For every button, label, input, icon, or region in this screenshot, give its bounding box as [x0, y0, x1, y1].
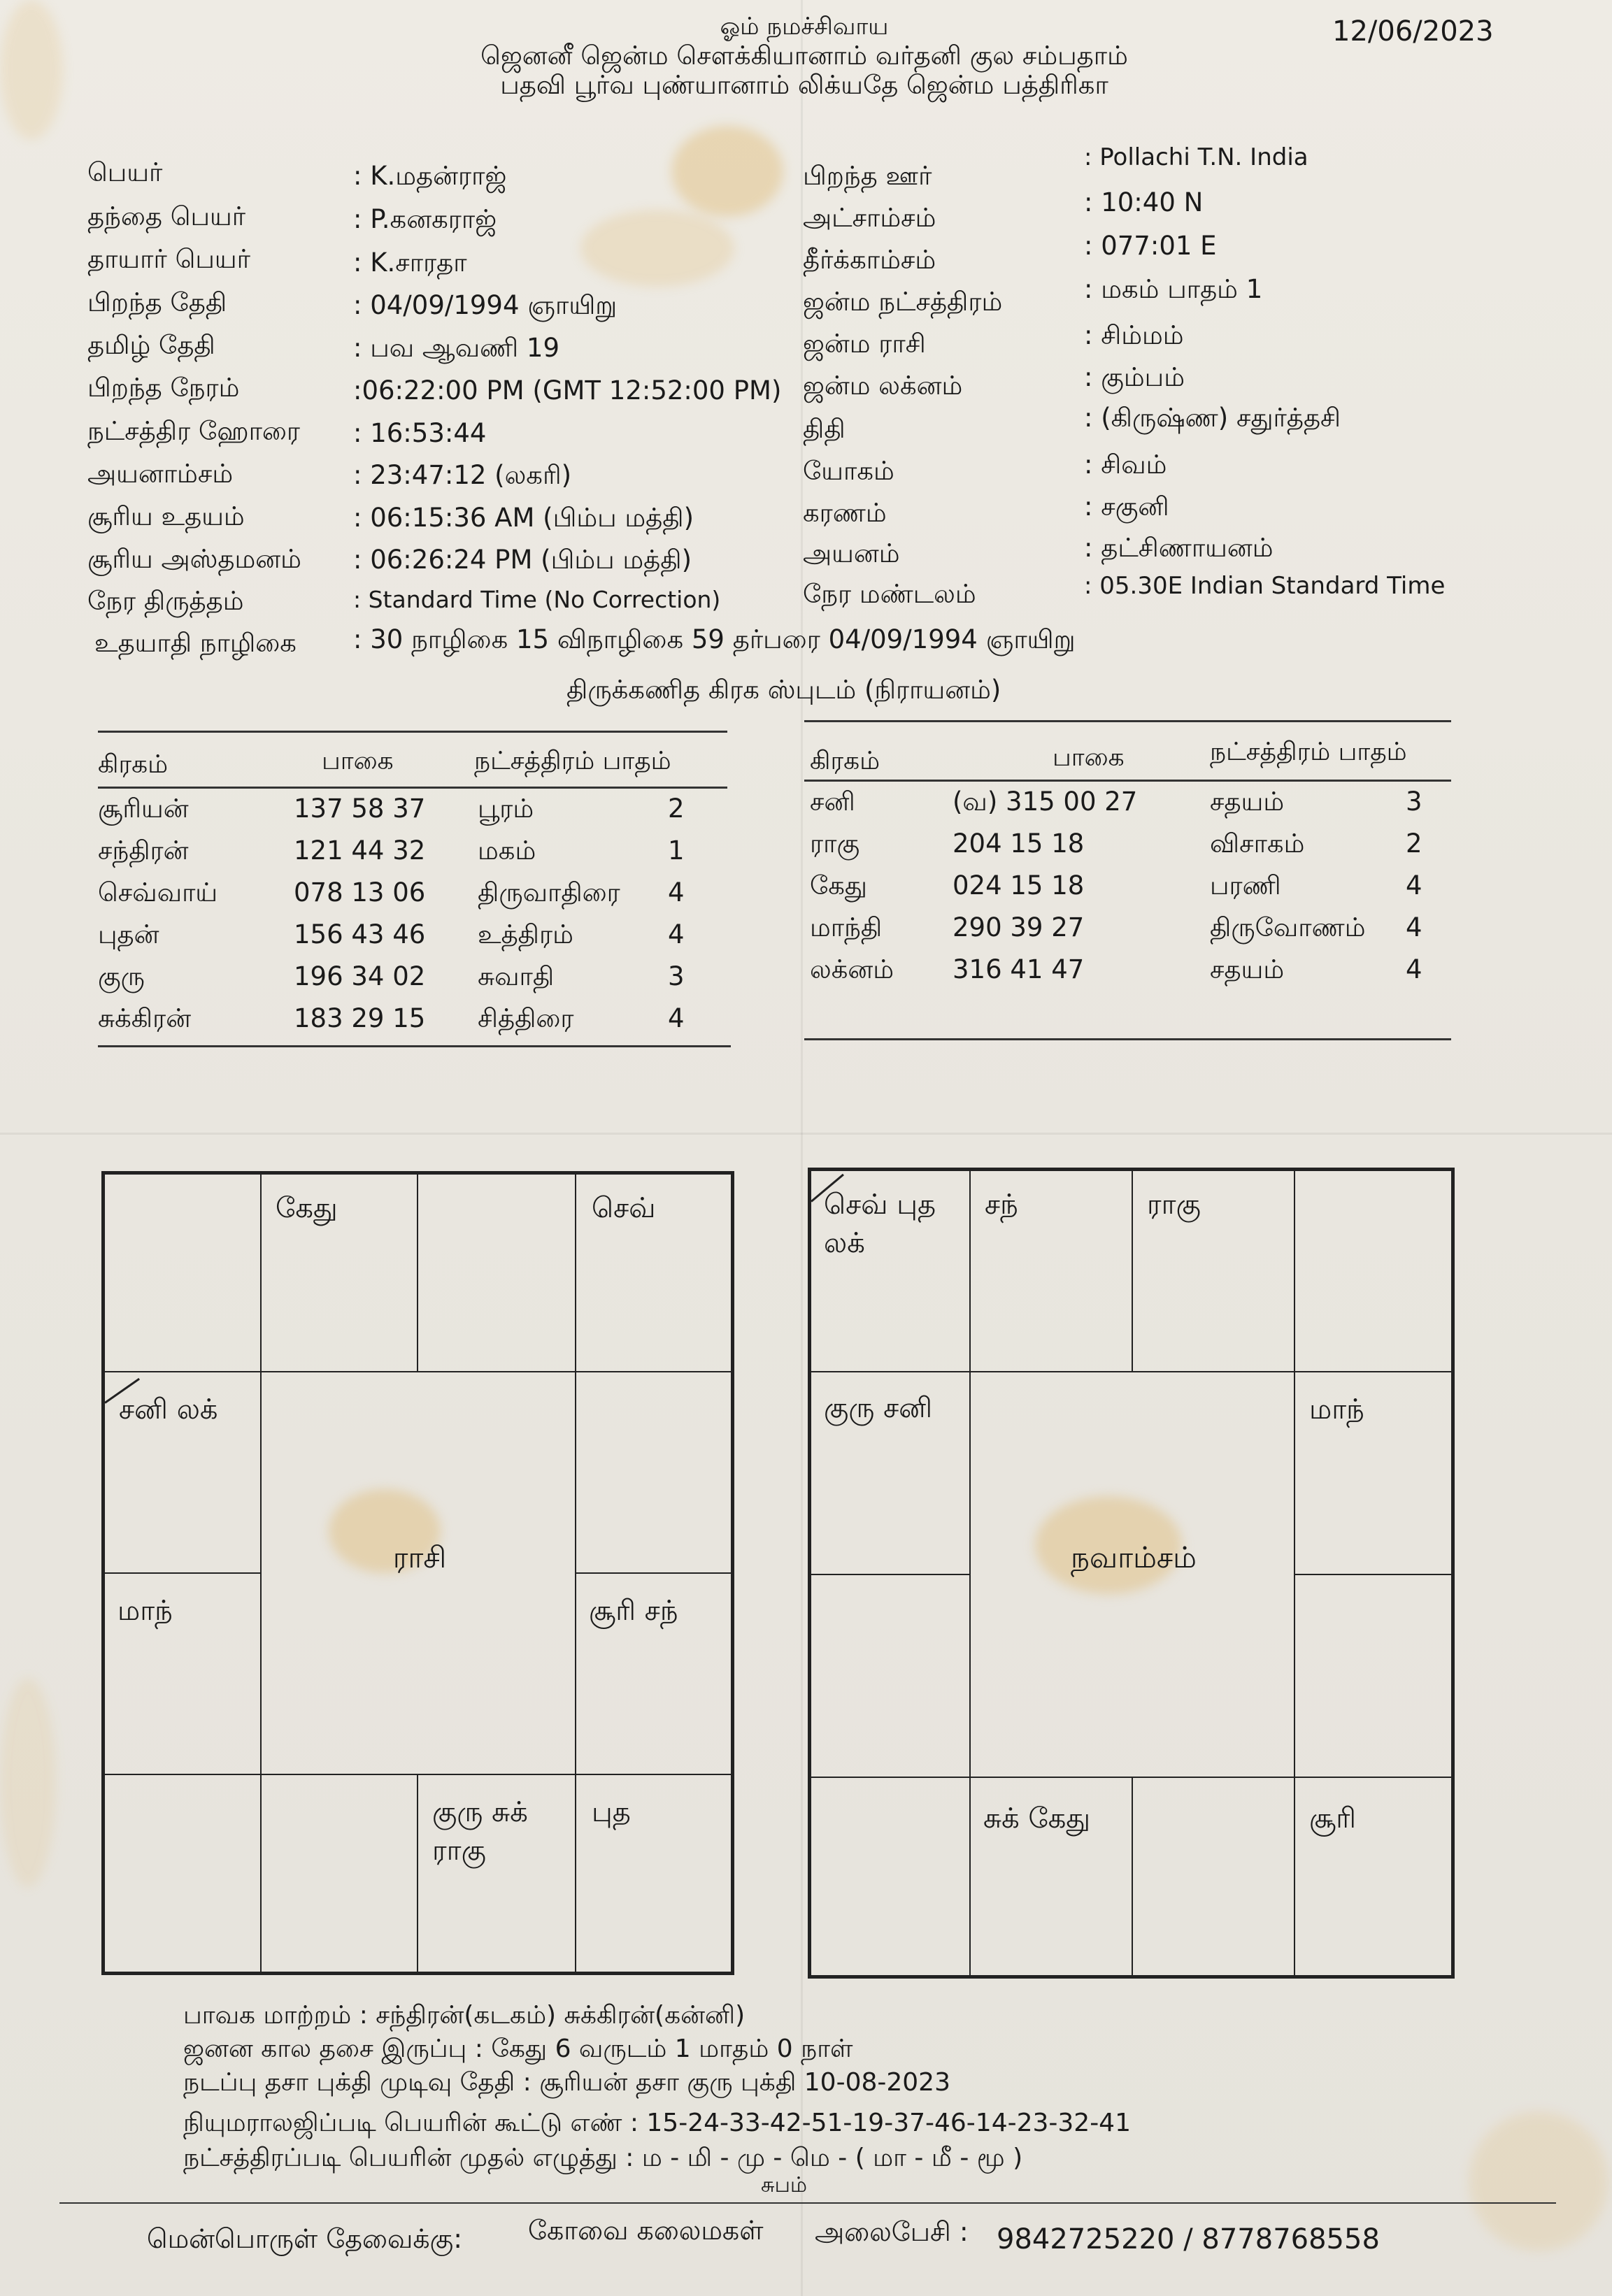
phone-number: 9842725220 / 8778768558	[997, 2223, 1380, 2255]
planet-nak: திருவாதிரை	[478, 877, 620, 907]
detail-label: பிறந்த தேதி	[87, 287, 227, 317]
navamsa-house	[1294, 1777, 1453, 1976]
house-text: ராகு	[1147, 1189, 1201, 1221]
rasi-house-lagna	[104, 1371, 262, 1574]
detail-label: சூரிய உதயம்	[87, 501, 245, 531]
planet-pada: 3	[668, 961, 685, 991]
planet-deg: 316 41 47	[953, 954, 1085, 984]
house-text: லக்	[824, 1227, 865, 1259]
table-rule	[804, 1038, 1451, 1040]
detail-value: : Standard Time (No Correction)	[353, 586, 721, 613]
detail-label: அயனாம்சம்	[87, 459, 234, 489]
planet-deg: 121 44 32	[294, 835, 426, 866]
navamsa-house	[810, 1777, 971, 1976]
detail-label: தமிழ் தேதி	[87, 330, 215, 360]
footer-rule	[59, 2202, 1556, 2204]
detail-value: : பவ ஆவணி 19	[353, 333, 560, 363]
detail-value: : K.சாரதா	[353, 247, 467, 278]
detail-value: : 06:15:36 AM (பிம்ப மத்தி)	[353, 503, 694, 533]
table-rule	[804, 720, 1451, 722]
house-text: செவ் புத	[824, 1189, 936, 1221]
house-text: ராகு	[432, 1835, 486, 1867]
udayathi-value: : 30 நாழிகை 15 விநாழிகை 59 தர்பரை 04/09/1994 ஞாயிறு	[353, 624, 1076, 654]
planet-deg: 196 34 02	[294, 961, 426, 991]
detail-value: : தட்சிணாயனம்	[1084, 533, 1274, 563]
navamsa-house	[969, 1170, 1133, 1372]
footer-line: பாவக மாற்றம் : சந்திரன்(கடகம்) சுக்கிரன்(கன்னி)	[183, 2001, 746, 2030]
planet-nak: பரணி	[1210, 870, 1281, 901]
rasi-house	[417, 1774, 576, 1973]
rasi-house	[104, 1173, 262, 1372]
detail-value: : மகம் பாதம் 1	[1084, 274, 1263, 304]
detail-value: : K.மதன்ராஜ்	[353, 161, 507, 191]
house-text: சூரி சந்	[589, 1595, 678, 1627]
planet-nak: திருவோணம்	[1210, 912, 1366, 942]
col-header-bhagai: பாகை	[1053, 743, 1125, 772]
planet-pada: 4	[1406, 954, 1422, 984]
col-header-nakshatra: நட்சத்திரம் பாதம்	[1210, 738, 1407, 766]
planet-pada: 1	[668, 835, 685, 866]
rasi-house	[417, 1173, 576, 1372]
house-text: குரு சனி	[824, 1392, 933, 1424]
house-text: சந்	[985, 1189, 1018, 1221]
planet-pada: 2	[1406, 828, 1422, 859]
planet-deg: 078 13 06	[294, 877, 426, 907]
table-rule	[804, 780, 1451, 782]
planet-name: கேது	[810, 870, 868, 901]
navamsa-house	[1132, 1777, 1295, 1976]
detail-label: தந்தை பெயர்	[87, 201, 246, 231]
col-header-graha: கிரகம்	[810, 747, 880, 775]
planet-name: லக்னம்	[810, 954, 894, 984]
software-name: கோவை கலைமகள்	[528, 2215, 764, 2246]
detail-label: ஜன்ம நட்சத்திரம்	[803, 287, 1003, 317]
navamsa-house	[810, 1371, 971, 1575]
rasi-house	[260, 1173, 418, 1372]
detail-value: :06:22:00 PM (GMT 12:52:00 PM)	[353, 375, 782, 406]
house-text: கேது	[276, 1192, 338, 1224]
planet-nak: மகம்	[478, 835, 536, 866]
navamsa-house-lagna	[810, 1170, 971, 1372]
navamsa-house	[810, 1574, 971, 1778]
rasi-center	[260, 1371, 576, 1775]
rasi-house	[104, 1774, 262, 1973]
detail-label: ஜன்ம லக்னம்	[803, 371, 963, 401]
navamsa-house	[1294, 1170, 1453, 1372]
detail-label: நேர திருத்தம்	[87, 586, 244, 616]
detail-value: : (கிருஷ்ண) சதுர்த்தசி	[1084, 403, 1341, 433]
software-label: மென்பொருள் தேவைக்கு:	[147, 2223, 463, 2254]
col-header-nakshatra: நட்சத்திரம் பாதம்	[474, 747, 671, 775]
detail-value: : சிம்மம்	[1084, 320, 1184, 350]
detail-value: : Pollachi T.N. India	[1084, 143, 1308, 171]
detail-value: : 23:47:12 (லகரி)	[353, 460, 572, 490]
planet-pada: 2	[668, 794, 685, 824]
rasi-house	[260, 1774, 418, 1973]
planet-name: சனி	[810, 787, 855, 817]
phone-label: அலைபேசி :	[815, 2216, 969, 2247]
rasi-house	[575, 1572, 732, 1775]
detail-label: ஜன்ம ராசி	[803, 329, 926, 359]
detail-label: அயனம்	[803, 538, 900, 568]
table-title: திருக்கணித கிரக ஸ்புடம் (நிராயனம்)	[566, 675, 1001, 705]
navamsa-center	[969, 1371, 1295, 1778]
navamsa-house	[1294, 1574, 1453, 1778]
planet-deg: (வ) 315 00 27	[953, 787, 1138, 817]
detail-label: பெயர்	[87, 157, 163, 187]
house-text: சுக் கேது	[983, 1802, 1091, 1835]
navamsa-house	[1132, 1170, 1295, 1372]
planet-nak: சதயம்	[1210, 954, 1285, 984]
udayathi-label: உதயாதி நாழிகை	[94, 628, 297, 658]
detail-value: : சிவம்	[1084, 450, 1167, 480]
planet-pada: 4	[668, 877, 685, 907]
planet-deg: 183 29 15	[294, 1003, 426, 1033]
planet-nak: விசாகம்	[1210, 828, 1305, 859]
planet-nak: சித்திரை	[478, 1003, 574, 1033]
house-text: புத	[592, 1796, 631, 1828]
house-text: செவ்	[592, 1192, 656, 1224]
planet-nak: உத்திரம்	[478, 919, 573, 949]
detail-label: பிறந்த ஊர்	[803, 161, 932, 191]
rasi-chart	[101, 1171, 734, 1975]
detail-label: திதி	[803, 414, 846, 444]
col-header-bhagai: பாகை	[322, 747, 394, 775]
rasi-house	[104, 1572, 262, 1775]
planet-deg: 137 58 37	[294, 794, 426, 824]
detail-value: : 10:40 N	[1084, 187, 1204, 217]
planet-name: புதன்	[98, 919, 159, 949]
planet-pada: 4	[1406, 912, 1422, 942]
rasi-house	[575, 1173, 732, 1372]
planet-name: சந்திரன்	[98, 835, 189, 866]
detail-label: தாயார் பெயர்	[87, 244, 250, 274]
house-text: சனி லக்	[119, 1393, 218, 1426]
table-rule	[98, 731, 727, 733]
planet-pada: 3	[1406, 787, 1422, 817]
detail-label: நேர மண்டலம்	[803, 579, 976, 609]
planet-name: ராகு	[810, 828, 860, 859]
detail-label: நட்சத்திர ஹோரை	[87, 416, 301, 446]
detail-value: : 16:53:44	[353, 418, 487, 448]
detail-label: தீர்க்காம்சம்	[803, 245, 936, 275]
house-text: குரு சுக்	[432, 1796, 528, 1828]
col-header-graha: கிரகம்	[98, 750, 169, 779]
navamsa-house	[969, 1777, 1133, 1976]
house-text: மாந்	[117, 1595, 173, 1627]
detail-label: அட்சாம்சம்	[803, 203, 936, 233]
planet-deg: 204 15 18	[953, 828, 1085, 859]
house-text: சூரி	[1309, 1802, 1357, 1835]
detail-label: சூரிய அஸ்தமனம்	[87, 544, 301, 574]
footer-line: நட்சத்திரப்படி பெயரின் முதல் எழுத்து : ம - மி - மு - மெ - ( மா - மீ - மூ )	[183, 2144, 1023, 2172]
planet-nak: சுவாதி	[478, 961, 555, 991]
detail-label: பிறந்த நேரம்	[87, 373, 240, 403]
detail-label: யோகம்	[803, 456, 894, 486]
detail-value: : 077:01 E	[1084, 231, 1217, 261]
house-text: மாந்	[1309, 1393, 1364, 1426]
planet-pada: 4	[668, 919, 685, 949]
planet-deg: 024 15 18	[953, 870, 1085, 901]
rasi-title: ராசி	[392, 1540, 447, 1574]
rasi-house	[575, 1774, 732, 1973]
planet-nak: பூரம்	[478, 794, 534, 824]
detail-value: : 06:26:24 PM (பிம்ப மத்தி)	[353, 545, 692, 575]
table-rule	[98, 1045, 731, 1047]
planet-deg: 156 43 46	[294, 919, 426, 949]
planet-pada: 4	[668, 1003, 685, 1033]
planet-deg: 290 39 27	[953, 912, 1085, 942]
header-line1: ஓம் நமச்சிவாய	[720, 13, 889, 41]
footer-line: நடப்பு தசா புக்தி முடிவு தேதி : சூரியன் தசா குரு புக்தி 10-08-2023	[183, 2068, 950, 2097]
planet-name: மாந்தி	[810, 912, 883, 942]
detail-value: : சகுனி	[1084, 492, 1169, 522]
table-rule	[98, 787, 727, 789]
footer-line: ஜனன கால தசை இருப்பு : கேது 6 வருடம் 1 மாதம் 0 நாள்	[183, 2035, 853, 2063]
rasi-house	[575, 1371, 732, 1574]
planet-name: சூரியன்	[98, 794, 189, 824]
planet-pada: 4	[1406, 870, 1422, 901]
navamsa-title: நவாம்சம்	[1071, 1540, 1197, 1574]
navamsa-chart	[808, 1168, 1455, 1979]
header-line3: பதவி பூர்வ புண்யானாம் லிக்யதே ஜென்ம பத்திரிகா	[500, 70, 1108, 100]
footer-line: நியுமராலஜிப்படி பெயரின் கூட்டு எண் : 15-24-33-42-51-19-37-46-14-23-32-41	[183, 2109, 1131, 2137]
footer-subham: சுபம்	[761, 2173, 808, 2197]
detail-label: கரணம்	[803, 498, 887, 528]
planet-name: குரு	[98, 961, 145, 991]
planet-nak: சதயம்	[1210, 787, 1285, 817]
detail-value: : 05.30E Indian Standard Time	[1084, 572, 1446, 600]
detail-value: : கும்பம்	[1084, 362, 1185, 392]
print-date: 12/06/2023	[1332, 15, 1494, 48]
header-line2: ஜெனனீ ஜென்ம சௌக்கியானாம் வர்தனி குல சம்பதாம்	[480, 41, 1128, 71]
detail-value: : P.கனகராஜ்	[353, 204, 497, 234]
planet-name: சுக்கிரன்	[98, 1003, 192, 1033]
detail-value: : 04/09/1994 ஞாயிறு	[353, 290, 618, 320]
navamsa-house	[1294, 1371, 1453, 1575]
planet-name: செவ்வாய்	[98, 877, 218, 907]
